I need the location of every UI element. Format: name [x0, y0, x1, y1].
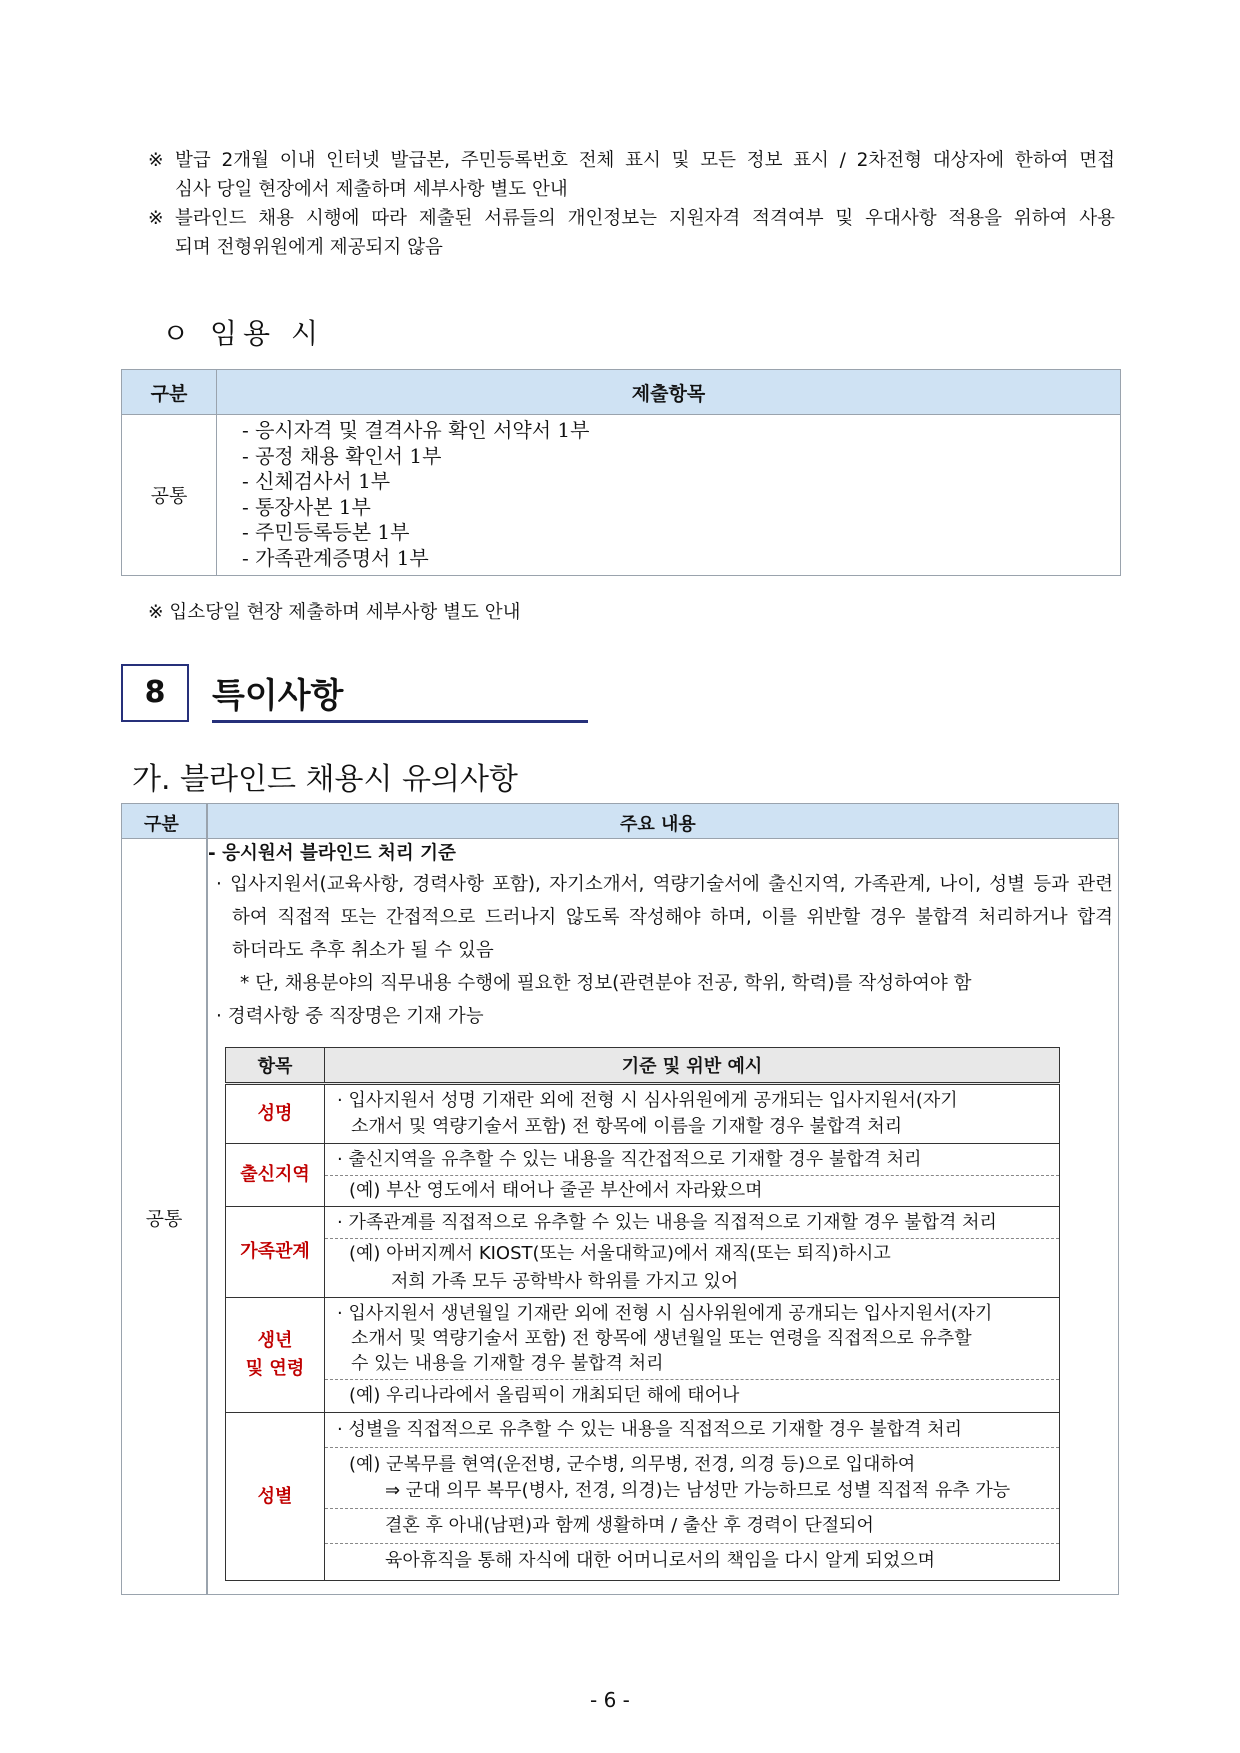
- criteria-line: · 출신지역을 유추할 수 있는 내용을 직간접적으로 기재할 경우 불합격 처리: [325, 1144, 1059, 1176]
- note-2-line-2: 되며 전형위원에게 제공되지 않음: [175, 237, 443, 258]
- criteria-line: 소개서 및 역량기술서 포함) 전 항목에 이름을 기재할 경우 불합격 처리: [351, 1116, 903, 1137]
- table-header-category: 구분: [144, 814, 179, 835]
- criteria-line: · 입사지원서 생년월일 기재란 외에 전형 시 심사위원에게 공개되는 입사지원서(자기: [337, 1303, 993, 1324]
- section-number-box: 8: [121, 664, 189, 722]
- submission-items-cell: [217, 415, 1121, 576]
- criteria-example: 저희 가족 모두 공학박사 학위를 가지고 있어: [391, 1271, 739, 1292]
- table-header-category: 구분: [122, 370, 217, 415]
- table-row: [226, 1144, 1060, 1207]
- table-row: [226, 1207, 1060, 1298]
- criteria-table: [225, 1047, 1060, 1581]
- criteria-label-gender: 성별: [226, 1413, 325, 1581]
- note-mark: ※: [148, 208, 164, 229]
- list-item: - 통장사본 1부: [242, 494, 371, 519]
- bullet-1-line-1: · 입사지원서(교육사항, 경력사항 포함), 자기소개서, 역량기술서에 출신지역, 가족관계, 나이, 성별 등과 관련: [216, 874, 1113, 895]
- table-header-content: 주요 내용: [620, 814, 696, 835]
- appointment-table: [121, 369, 1121, 576]
- appointment-note: ※ 입소당일 현장 제출하며 세부사항 별도 안내: [148, 602, 521, 623]
- criteria-label-origin: 출신지역: [226, 1144, 325, 1207]
- row-label-common: 공통: [122, 415, 217, 576]
- table-row: [226, 1084, 1060, 1144]
- blind-table-header: [122, 804, 1118, 839]
- criteria-cell: [325, 1413, 1060, 1581]
- star-note: * 단, 채용분야의 직무내용 수행에 필요한 정보(관련분야 전공, 학위, 학력)를 작성하여야 함: [240, 973, 972, 994]
- bullet-1-line-3: 하더라도 추후 취소가 될 수 있음: [232, 940, 494, 961]
- list-item: - 주민등록등본 1부: [242, 520, 410, 545]
- page-number: - 6 -: [590, 1688, 630, 1712]
- appointment-heading: ㅇ 임용 시: [162, 317, 324, 350]
- criteria-label-name: 성명: [226, 1084, 325, 1144]
- section-title: 특이사항: [212, 676, 344, 716]
- blind-subheading: 가. 블라인드 채용시 유의사항: [132, 762, 518, 797]
- criteria-example: (예) 아버지께서 KIOST(또는 서울대학교)에서 재직(또는 퇴직)하시고: [349, 1243, 891, 1264]
- bullet-2: · 경력사항 중 직장명은 기재 가능: [216, 1006, 484, 1027]
- criteria-line: · 가족관계를 직접적으로 유추할 수 있는 내용을 직접적으로 기재할 경우 불합격 처리: [325, 1207, 1059, 1239]
- criteria-example: ⇒ 군대 의무 복무(병사, 전경, 의경)는 남성만 가능하므로 성별 직접적 유추 가능: [325, 1478, 1059, 1509]
- list-item: - 신체검사서 1부: [242, 469, 391, 494]
- table-row: [226, 1413, 1060, 1581]
- criteria-cell: [325, 1207, 1060, 1298]
- criteria-example: 결혼 후 아내(남편)과 함께 생활하며 / 출산 후 경력이 단절되어: [325, 1509, 1059, 1544]
- criteria-cell: [325, 1084, 1060, 1144]
- table-header-items: 제출항목: [217, 370, 1121, 415]
- age-label-2: 및 연령: [245, 1358, 305, 1379]
- submission-list: [218, 416, 1119, 574]
- section-underline: [212, 720, 588, 723]
- criteria-line: · 입사지원서 성명 기재란 외에 전형 시 심사위원에게 공개되는 입사지원서(자기: [337, 1090, 958, 1111]
- criteria-cell: [325, 1298, 1060, 1413]
- criteria-label-age: [226, 1298, 325, 1413]
- list-item: - 가족관계증명서 1부: [242, 545, 429, 570]
- criteria-label-family: 가족관계: [226, 1207, 325, 1298]
- criteria-line: 소개서 및 역량기술서 포함) 전 항목에 생년월일 또는 연령을 직접적으로 유추할: [351, 1328, 972, 1349]
- criteria-line: 수 있는 내용을 기재할 경우 불합격 처리: [325, 1351, 1059, 1380]
- bullet-1-line-2: 하여 직접적 또는 간접적으로 드러나지 않도록 작성해야 하며, 이를 위반할 경우 불합격 처리하거나 합격: [232, 907, 1113, 928]
- criteria-line: · 성별을 직접적으로 유추할 수 있는 내용을 직접적으로 기재할 경우 불합격 처리: [325, 1413, 1059, 1448]
- age-label-1: 생년: [257, 1330, 293, 1351]
- criteria-example: (예) 부산 영도에서 태어나 줄곧 부산에서 자라왔으며: [349, 1180, 763, 1201]
- list-item: - 응시자격 및 결격사유 확인 서약서 1부: [242, 418, 590, 442]
- criteria-cell: [325, 1144, 1060, 1207]
- criteria-header-item: 항목: [226, 1048, 325, 1084]
- note-2-line-1: 블라인드 채용 시행에 따라 제출된 서류들의 개인정보는 지원자격 적격여부 및 우대사항 적용을 위하여 사용: [175, 208, 1115, 229]
- note-1-line-1: 발급 2개월 이내 인터넷 발급본, 주민등록번호 전체 표시 및 모든 정보 표시 / 2차전형 대상자에 한하여 면접: [175, 150, 1115, 171]
- table-row: [226, 1298, 1060, 1413]
- criteria-example: 육아휴직을 통해 자식에 대한 어머니로서의 책임을 다시 알게 되었으며: [385, 1550, 936, 1571]
- top-notes: [0, 146, 1240, 262]
- note-1-line-2: 심사 당일 현장에서 제출하며 세부사항 별도 안내: [175, 179, 568, 200]
- note-mark: ※: [148, 150, 164, 171]
- criteria-example: (예) 군복무를 현역(운전병, 군수병, 의무병, 전경, 의경 등)으로 입대하여: [349, 1454, 916, 1475]
- criteria-title: - 응시원서 블라인드 처리 기준: [208, 843, 456, 864]
- criteria-example: (예) 우리나라에서 올림픽이 개최되던 해에 태어나: [349, 1385, 740, 1406]
- criteria-header-example: 기준 및 위반 예시: [325, 1048, 1060, 1084]
- blind-content: [208, 840, 1113, 1033]
- row-label-common: 공통: [145, 1208, 183, 1230]
- list-item: - 공정 채용 확인서 1부: [242, 443, 442, 468]
